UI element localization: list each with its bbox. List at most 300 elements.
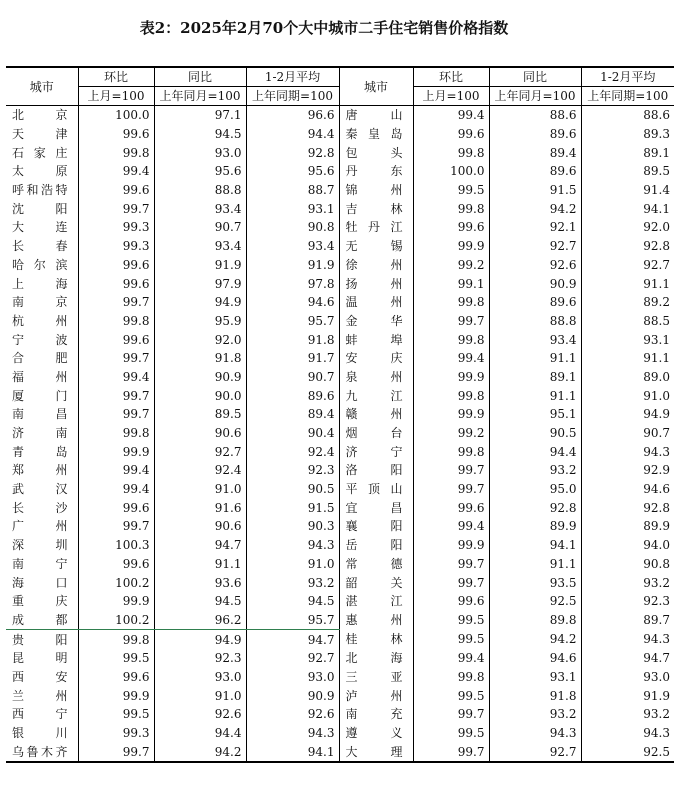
- city-left-cell: 乌鲁木齐: [6, 742, 78, 762]
- mom-left-cell: 99.4: [78, 368, 154, 387]
- city-left-cell: 银川: [12, 726, 68, 741]
- mom-left-cell: 99.7: [78, 386, 154, 405]
- avg-right-cell: 89.1: [581, 143, 674, 162]
- yoy-left-cell: 94.5: [154, 592, 246, 611]
- mom-right-cell: 99.8: [413, 330, 489, 349]
- avg-left-cell: 93.2: [246, 573, 339, 592]
- city-left-cell: 南宁: [12, 556, 68, 571]
- mom-left-cell: 99.6: [78, 274, 154, 293]
- table-row: [6, 442, 674, 461]
- avg-right-cell: 91.4: [581, 181, 674, 200]
- yoy-right-cell: 93.1: [489, 668, 581, 687]
- table-row: [6, 480, 674, 499]
- yoy-right-cell: 95.0: [489, 480, 581, 499]
- mom-right-cell: 100.0: [413, 162, 489, 181]
- city-right-cell: 包头: [339, 143, 413, 162]
- avg-right-cell: 94.9: [581, 405, 674, 424]
- avg-right-cell: 93.2: [581, 573, 674, 592]
- yoy-right-cell: 90.5: [489, 424, 581, 443]
- avg-left-cell: 92.7: [246, 649, 339, 668]
- city-left-cell: 南京: [12, 295, 68, 310]
- city-header-right: 城市: [339, 67, 413, 106]
- mom-right-cell: 99.7: [413, 312, 489, 331]
- mom-right-cell: 99.5: [413, 181, 489, 200]
- mom-right-cell: 99.6: [413, 498, 489, 517]
- mom-left-cell: 99.6: [78, 668, 154, 687]
- mom-left-cell: 99.8: [78, 143, 154, 162]
- mom-right-cell: 99.5: [413, 630, 489, 649]
- city-left-cell: 重庆: [12, 594, 68, 609]
- avg-right-cell: 90.8: [581, 555, 674, 574]
- table-row: [6, 536, 674, 555]
- yoy-right-cell: 91.1: [489, 349, 581, 368]
- city-right-cell: 三亚: [339, 668, 413, 687]
- mom-right-cell: 99.1: [413, 274, 489, 293]
- mom-right-cell: 99.8: [413, 199, 489, 218]
- mom-right-cell: 99.9: [413, 405, 489, 424]
- yoy-right-cell: 93.2: [489, 705, 581, 724]
- avg-left-cell: 91.7: [246, 349, 339, 368]
- avg-right-cell: 92.7: [581, 256, 674, 275]
- mom-right-cell: 99.9: [413, 368, 489, 387]
- city-left-cell: 深圳: [12, 538, 68, 553]
- avg-header-left: 1-2月平均: [246, 67, 339, 87]
- avg-base-right: 上年同期=100: [581, 87, 674, 106]
- table-row: [6, 405, 674, 424]
- avg-right-cell: 91.9: [581, 686, 674, 705]
- yoy-left-cell: 93.6: [154, 573, 246, 592]
- yoy-right-cell: 89.6: [489, 293, 581, 312]
- mom-right-cell: 99.7: [413, 555, 489, 574]
- city-header-left: 城市: [6, 67, 78, 106]
- city-right-cell: 宜昌: [339, 498, 413, 517]
- table-row: [6, 724, 674, 743]
- avg-left-cell: 97.8: [246, 274, 339, 293]
- city-right-cell: 韶关: [339, 573, 413, 592]
- yoy-left-cell: 91.1: [154, 555, 246, 574]
- city-right-cell: 湛江: [339, 592, 413, 611]
- city-right-cell: 扬州: [339, 274, 413, 293]
- mom-right-cell: 99.8: [413, 143, 489, 162]
- table-row: [6, 181, 674, 200]
- avg-left-cell: 94.4: [246, 125, 339, 144]
- avg-right-cell: 91.1: [581, 274, 674, 293]
- yoy-header-left: 同比: [154, 67, 246, 87]
- yoy-right-cell: 94.6: [489, 649, 581, 668]
- yoy-right-cell: 93.2: [489, 461, 581, 480]
- city-right-cell: 烟台: [339, 424, 413, 443]
- yoy-left-cell: 94.7: [154, 536, 246, 555]
- yoy-left-cell: 93.4: [154, 199, 246, 218]
- mom-left-cell: 99.4: [78, 480, 154, 499]
- avg-header-right: 1-2月平均: [581, 67, 674, 87]
- yoy-right-cell: 94.2: [489, 630, 581, 649]
- mom-base-left: 上月=100: [78, 87, 154, 106]
- avg-left-cell: 91.8: [246, 330, 339, 349]
- city-left-cell: 杭州: [12, 313, 68, 328]
- city-right-cell: 南充: [339, 705, 413, 724]
- yoy-left-cell: 91.0: [154, 686, 246, 705]
- city-left-cell: 福州: [12, 369, 68, 384]
- yoy-right-cell: 91.5: [489, 181, 581, 200]
- yoy-left-cell: 92.7: [154, 442, 246, 461]
- avg-left-cell: 90.3: [246, 517, 339, 536]
- table-row: [6, 461, 674, 480]
- yoy-header-right: 同比: [489, 67, 581, 87]
- table-row: [6, 125, 674, 144]
- yoy-left-cell: 95.6: [154, 162, 246, 181]
- city-right-cell: 丹东: [339, 162, 413, 181]
- yoy-left-cell: 93.0: [154, 668, 246, 687]
- yoy-right-cell: 92.5: [489, 592, 581, 611]
- avg-right-cell: 91.0: [581, 386, 674, 405]
- mom-right-cell: 99.9: [413, 536, 489, 555]
- city-right-cell: 泉州: [339, 368, 413, 387]
- yoy-right-cell: 94.2: [489, 199, 581, 218]
- mom-right-cell: 99.4: [413, 517, 489, 536]
- avg-right-cell: 88.5: [581, 312, 674, 331]
- yoy-left-cell: 91.0: [154, 480, 246, 499]
- mom-left-cell: 99.7: [78, 199, 154, 218]
- yoy-left-cell: 88.8: [154, 181, 246, 200]
- table-row: [6, 106, 674, 125]
- yoy-right-cell: 89.6: [489, 125, 581, 144]
- avg-right-cell: 92.8: [581, 498, 674, 517]
- avg-left-cell: 94.3: [246, 724, 339, 743]
- yoy-right-cell: 88.8: [489, 312, 581, 331]
- mom-left-cell: 99.7: [78, 742, 154, 762]
- yoy-left-cell: 90.6: [154, 424, 246, 443]
- mom-left-cell: 99.6: [78, 498, 154, 517]
- mom-left-cell: 99.3: [78, 724, 154, 743]
- city-right-cell: 安庆: [339, 349, 413, 368]
- table-row: [6, 274, 674, 293]
- mom-left-cell: 99.7: [78, 517, 154, 536]
- avg-left-cell: 94.3: [246, 536, 339, 555]
- yoy-left-cell: 97.1: [154, 106, 246, 125]
- avg-left-cell: 93.0: [246, 668, 339, 687]
- city-left-cell: 北京: [12, 108, 68, 123]
- table-title: 表2：2025年2月70个大中城市二手住宅销售价格指数: [139, 19, 509, 37]
- yoy-right-cell: 95.1: [489, 405, 581, 424]
- table-row: [6, 162, 674, 181]
- mom-left-cell: 99.3: [78, 237, 154, 256]
- yoy-left-cell: 94.5: [154, 125, 246, 144]
- city-left-cell: 成都: [6, 611, 78, 630]
- table-row: [6, 218, 674, 237]
- table-row: [6, 498, 674, 517]
- mom-right-cell: 99.4: [413, 649, 489, 668]
- avg-left-cell: 91.9: [246, 256, 339, 275]
- mom-right-cell: 99.8: [413, 293, 489, 312]
- mom-right-cell: 99.6: [413, 592, 489, 611]
- avg-left-cell: 92.6: [246, 705, 339, 724]
- avg-right-cell: 94.0: [581, 536, 674, 555]
- avg-right-cell: 94.3: [581, 724, 674, 743]
- yoy-right-cell: 90.9: [489, 274, 581, 293]
- mom-right-cell: 99.2: [413, 424, 489, 443]
- avg-right-cell: 89.2: [581, 293, 674, 312]
- yoy-left-cell: 97.9: [154, 274, 246, 293]
- yoy-base-right: 上年同月=100: [489, 87, 581, 106]
- yoy-right-cell: 89.8: [489, 611, 581, 630]
- avg-right-cell: 89.5: [581, 162, 674, 181]
- table-row: [6, 386, 674, 405]
- yoy-left-cell: 95.9: [154, 312, 246, 331]
- yoy-right-cell: 92.7: [489, 237, 581, 256]
- mom-right-cell: 99.7: [413, 705, 489, 724]
- city-right-cell: 岳阳: [339, 536, 413, 555]
- yoy-right-cell: 93.4: [489, 330, 581, 349]
- mom-header-left: 环比: [78, 67, 154, 87]
- city-left-cell: 石家庄: [12, 145, 68, 160]
- city-right-cell: 蚌埠: [339, 330, 413, 349]
- avg-left-cell: 91.5: [246, 498, 339, 517]
- yoy-right-cell: 92.1: [489, 218, 581, 237]
- avg-left-cell: 90.7: [246, 368, 339, 387]
- mom-left-cell: 99.6: [78, 181, 154, 200]
- city-left-cell: 上海: [12, 276, 68, 291]
- city-left-cell: 长沙: [12, 500, 68, 515]
- table-row: [6, 349, 674, 368]
- city-left-cell: 西安: [12, 669, 68, 684]
- yoy-left-cell: 91.8: [154, 349, 246, 368]
- city-left-cell: 大连: [12, 220, 68, 235]
- mom-left-cell: 99.6: [78, 330, 154, 349]
- city-left-cell: 厦门: [12, 388, 68, 403]
- avg-left-cell: 89.6: [246, 386, 339, 405]
- avg-left-cell: 95.6: [246, 162, 339, 181]
- city-right-cell: 泸州: [339, 686, 413, 705]
- avg-left-cell: 93.1: [246, 199, 339, 218]
- yoy-right-cell: 89.1: [489, 368, 581, 387]
- table-row: [6, 668, 674, 687]
- avg-left-cell: 92.4: [246, 442, 339, 461]
- mom-left-cell: 99.3: [78, 218, 154, 237]
- yoy-right-cell: 91.1: [489, 555, 581, 574]
- mom-left-cell: 99.7: [78, 405, 154, 424]
- avg-right-cell: 88.6: [581, 106, 674, 125]
- yoy-left-cell: 91.6: [154, 498, 246, 517]
- yoy-left-cell: 94.2: [154, 742, 246, 762]
- avg-right-cell: 93.2: [581, 705, 674, 724]
- avg-right-cell: 94.1: [581, 199, 674, 218]
- avg-left-cell: 96.6: [246, 106, 339, 125]
- city-right-cell: 北海: [339, 649, 413, 668]
- table-row: [6, 555, 674, 574]
- table-row: [6, 199, 674, 218]
- mom-right-cell: 99.5: [413, 686, 489, 705]
- table-row: [6, 686, 674, 705]
- avg-left-cell: 94.1: [246, 742, 339, 762]
- yoy-left-cell: 93.0: [154, 143, 246, 162]
- mom-right-cell: 99.7: [413, 573, 489, 592]
- city-left-cell: 呼和浩特: [12, 183, 68, 198]
- yoy-left-cell: 92.3: [154, 649, 246, 668]
- avg-right-cell: 92.9: [581, 461, 674, 480]
- avg-left-cell: 90.5: [246, 480, 339, 499]
- city-right-cell: 桂林: [339, 630, 413, 649]
- mom-left-cell: 100.0: [78, 106, 154, 125]
- city-left-cell: 广州: [12, 519, 68, 534]
- avg-right-cell: 89.3: [581, 125, 674, 144]
- table-row: [6, 611, 674, 630]
- yoy-left-cell: 90.9: [154, 368, 246, 387]
- avg-left-cell: 89.4: [246, 405, 339, 424]
- city-left-cell: 西宁: [12, 707, 68, 722]
- table-row: [6, 368, 674, 387]
- city-right-cell: 赣州: [339, 405, 413, 424]
- yoy-left-cell: 92.6: [154, 705, 246, 724]
- mom-right-cell: 99.7: [413, 742, 489, 762]
- city-right-cell: 大理: [339, 742, 413, 762]
- mom-left-cell: 99.4: [78, 461, 154, 480]
- mom-right-cell: 99.6: [413, 125, 489, 144]
- city-left-cell: 海口: [12, 575, 68, 590]
- avg-right-cell: 92.5: [581, 742, 674, 762]
- mom-left-cell: 99.9: [78, 442, 154, 461]
- mom-right-cell: 99.2: [413, 256, 489, 275]
- yoy-left-cell: 92.4: [154, 461, 246, 480]
- avg-right-cell: 94.6: [581, 480, 674, 499]
- mom-right-cell: 99.5: [413, 724, 489, 743]
- city-left-cell: 青岛: [12, 444, 68, 459]
- yoy-left-cell: 90.6: [154, 517, 246, 536]
- table-row: [6, 293, 674, 312]
- table-row: [6, 742, 674, 762]
- mom-right-cell: 99.6: [413, 218, 489, 237]
- yoy-left-cell: 90.0: [154, 386, 246, 405]
- yoy-left-cell: 92.0: [154, 330, 246, 349]
- city-right-cell: 徐州: [339, 256, 413, 275]
- price-index-table: [6, 66, 674, 763]
- city-left-cell: 合肥: [12, 351, 68, 366]
- avg-left-cell: 94.5: [246, 592, 339, 611]
- table-row: [6, 649, 674, 668]
- city-left-cell: 济南: [12, 426, 68, 441]
- avg-left-cell: 92.3: [246, 461, 339, 480]
- yoy-left-cell: 91.9: [154, 256, 246, 275]
- city-left-cell: 天津: [12, 127, 68, 142]
- avg-left-cell: 88.7: [246, 181, 339, 200]
- mom-left-cell: 99.8: [78, 630, 154, 649]
- mom-left-cell: 100.2: [78, 573, 154, 592]
- yoy-right-cell: 92.8: [489, 498, 581, 517]
- avg-right-cell: 89.7: [581, 611, 674, 630]
- mom-header-right: 环比: [413, 67, 489, 87]
- city-right-cell: 遵义: [339, 724, 413, 743]
- yoy-right-cell: 94.4: [489, 442, 581, 461]
- mom-right-cell: 99.8: [413, 442, 489, 461]
- city-right-cell: 常德: [339, 555, 413, 574]
- table-row: [6, 256, 674, 275]
- avg-right-cell: 93.1: [581, 330, 674, 349]
- yoy-left-cell: 94.4: [154, 724, 246, 743]
- avg-left-cell: 94.6: [246, 293, 339, 312]
- city-right-cell: 吉林: [339, 199, 413, 218]
- city-right-cell: 金华: [339, 312, 413, 331]
- avg-right-cell: 92.0: [581, 218, 674, 237]
- city-right-cell: 唐山: [339, 106, 413, 125]
- mom-right-cell: 99.9: [413, 237, 489, 256]
- mom-left-cell: 99.6: [78, 125, 154, 144]
- avg-right-cell: 92.8: [581, 237, 674, 256]
- avg-left-cell: 95.7: [246, 611, 339, 630]
- table-row: [6, 312, 674, 331]
- avg-right-cell: 92.3: [581, 592, 674, 611]
- avg-left-cell: 90.4: [246, 424, 339, 443]
- table-row: [6, 424, 674, 443]
- yoy-base-left: 上年同月=100: [154, 87, 246, 106]
- yoy-right-cell: 94.3: [489, 724, 581, 743]
- mom-left-cell: 99.5: [78, 705, 154, 724]
- mom-right-cell: 99.8: [413, 668, 489, 687]
- city-left-cell: 太原: [12, 164, 68, 179]
- avg-right-cell: 94.3: [581, 442, 674, 461]
- yoy-right-cell: 91.8: [489, 686, 581, 705]
- table-row: [6, 517, 674, 536]
- avg-left-cell: 91.0: [246, 555, 339, 574]
- table-row: [6, 143, 674, 162]
- city-right-cell: 惠州: [339, 611, 413, 630]
- city-right-cell: 九江: [339, 386, 413, 405]
- avg-left-cell: 90.8: [246, 218, 339, 237]
- city-right-cell: 洛阳: [339, 461, 413, 480]
- city-left-cell: 宁波: [12, 332, 68, 347]
- city-left-cell: 长春: [12, 239, 68, 254]
- mom-right-cell: 99.4: [413, 106, 489, 125]
- table-row: [6, 573, 674, 592]
- table-row: [6, 705, 674, 724]
- city-right-cell: 济宁: [339, 442, 413, 461]
- table-row: [6, 630, 674, 649]
- avg-right-cell: 90.7: [581, 424, 674, 443]
- table-row: [6, 592, 674, 611]
- avg-base-left: 上年同期=100: [246, 87, 339, 106]
- mom-left-cell: 99.7: [78, 349, 154, 368]
- avg-right-cell: 89.9: [581, 517, 674, 536]
- avg-right-cell: 94.3: [581, 630, 674, 649]
- yoy-left-cell: 94.9: [154, 293, 246, 312]
- avg-right-cell: 91.1: [581, 349, 674, 368]
- table-body: [6, 106, 674, 763]
- city-left-cell: 武汉: [12, 482, 68, 497]
- yoy-right-cell: 91.1: [489, 386, 581, 405]
- avg-right-cell: 93.0: [581, 668, 674, 687]
- city-right-cell: 温州: [339, 293, 413, 312]
- city-left-cell: 昆明: [12, 651, 68, 666]
- mom-left-cell: 100.3: [78, 536, 154, 555]
- table-row: [6, 330, 674, 349]
- city-right-cell: 秦皇岛: [339, 125, 413, 144]
- mom-right-cell: 99.7: [413, 480, 489, 499]
- mom-right-cell: 99.5: [413, 611, 489, 630]
- avg-right-cell: 94.7: [581, 649, 674, 668]
- mom-left-cell: 99.6: [78, 555, 154, 574]
- city-left-cell: 沈阳: [12, 201, 68, 216]
- yoy-left-cell: 93.4: [154, 237, 246, 256]
- mom-left-cell: 99.9: [78, 686, 154, 705]
- yoy-right-cell: 93.5: [489, 573, 581, 592]
- mom-left-cell: 99.5: [78, 649, 154, 668]
- city-right-cell: 锦州: [339, 181, 413, 200]
- city-left-cell: 南昌: [12, 407, 68, 422]
- avg-right-cell: 89.0: [581, 368, 674, 387]
- city-right-cell: 平顶山: [339, 480, 413, 499]
- avg-left-cell: 94.7: [246, 630, 339, 649]
- mom-left-cell: 99.8: [78, 424, 154, 443]
- yoy-left-cell: 89.5: [154, 405, 246, 424]
